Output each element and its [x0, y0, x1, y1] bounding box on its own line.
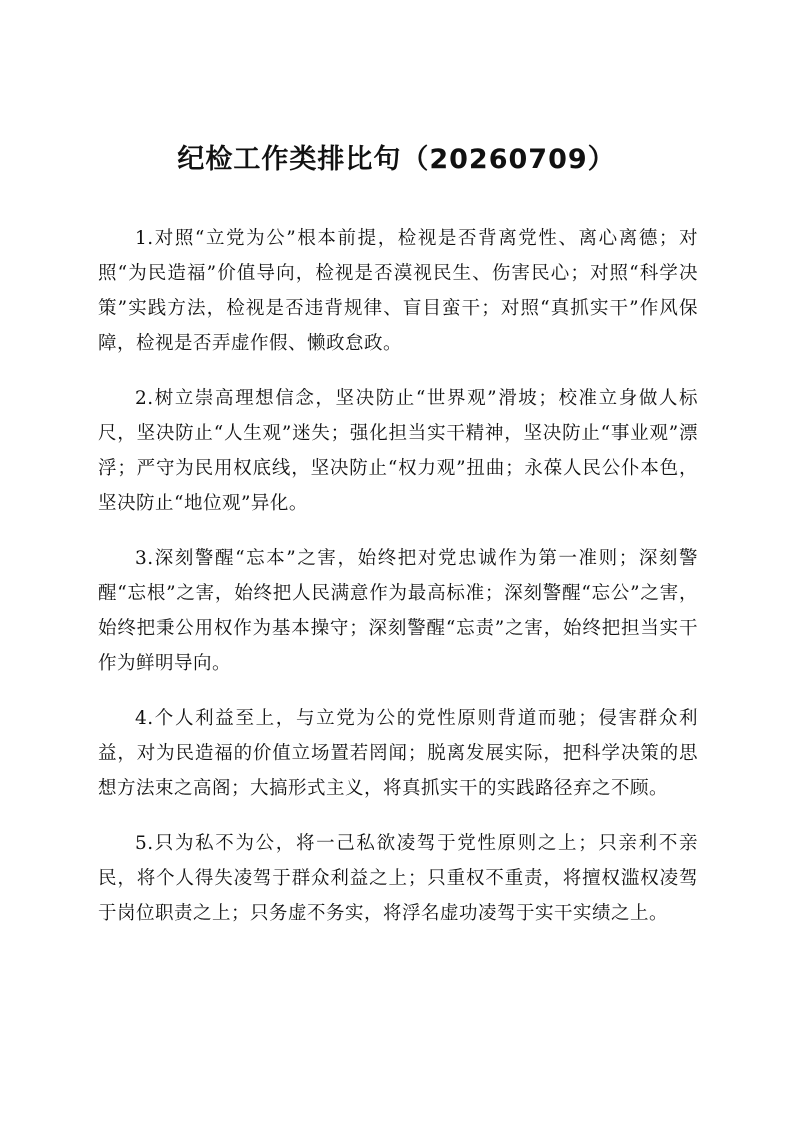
paragraph-2: 2.树立崇高理想信念，坚决防止“世界观”滑坡；校准立身做人标尺，坚决防止“人生观”迷失；强化担当实干精神，坚决防止“事业观”漂浮；严守为民用权底线，坚决防止“权力观”扭曲；永葆人民公仆本色，坚决防止“地位观”异化。 — [98, 388, 698, 514]
document-body — [98, 221, 698, 951]
paragraph-5: 5.只为私不为公，将一己私欲凌驾于党性原则之上；只亲利不亲民，将个人得失凌驾于群众利益之上；只重权不重责，将擅权滥权凌驾于岗位职责之上；只务虚不务实，将浮名虚功凌驾于实干实绩之上。 — [98, 833, 698, 924]
paragraph-3: 3.深刻警醒“忘本”之害，始终把对党忠诚作为第一准则；深刻警醒“忘根”之害，始终把人民满意作为最高标准；深刻警醒“忘公”之害，始终把秉公用权作为基本操守；深刻警醒“忘责”之害，始终把担当实干作为鲜明导向。 — [98, 548, 698, 674]
paragraph-4: 4.个人利益至上，与立党为公的党性原则背道而驰；侵害群众利益，对为民造福的价值立场置若罔闻；脱离发展实际，把科学决策的思想方法束之高阁；大搞形式主义，将真抓实干的实践路径弃之不顾。 — [98, 708, 698, 799]
paragraph-1: 1.对照“立党为公”根本前提，检视是否背离党性、离心离德；对照“为民造福”价值导向，检视是否漠视民生、伤害民心；对照“科学决策”实践方法，检视是否违背规律、盲目蛮干；对照“真抓实干”作风保障，检视是否弄虚作假、懒政怠政。 — [98, 228, 698, 354]
document-title: 纪检工作类排比句（20260709） — [177, 144, 616, 175]
